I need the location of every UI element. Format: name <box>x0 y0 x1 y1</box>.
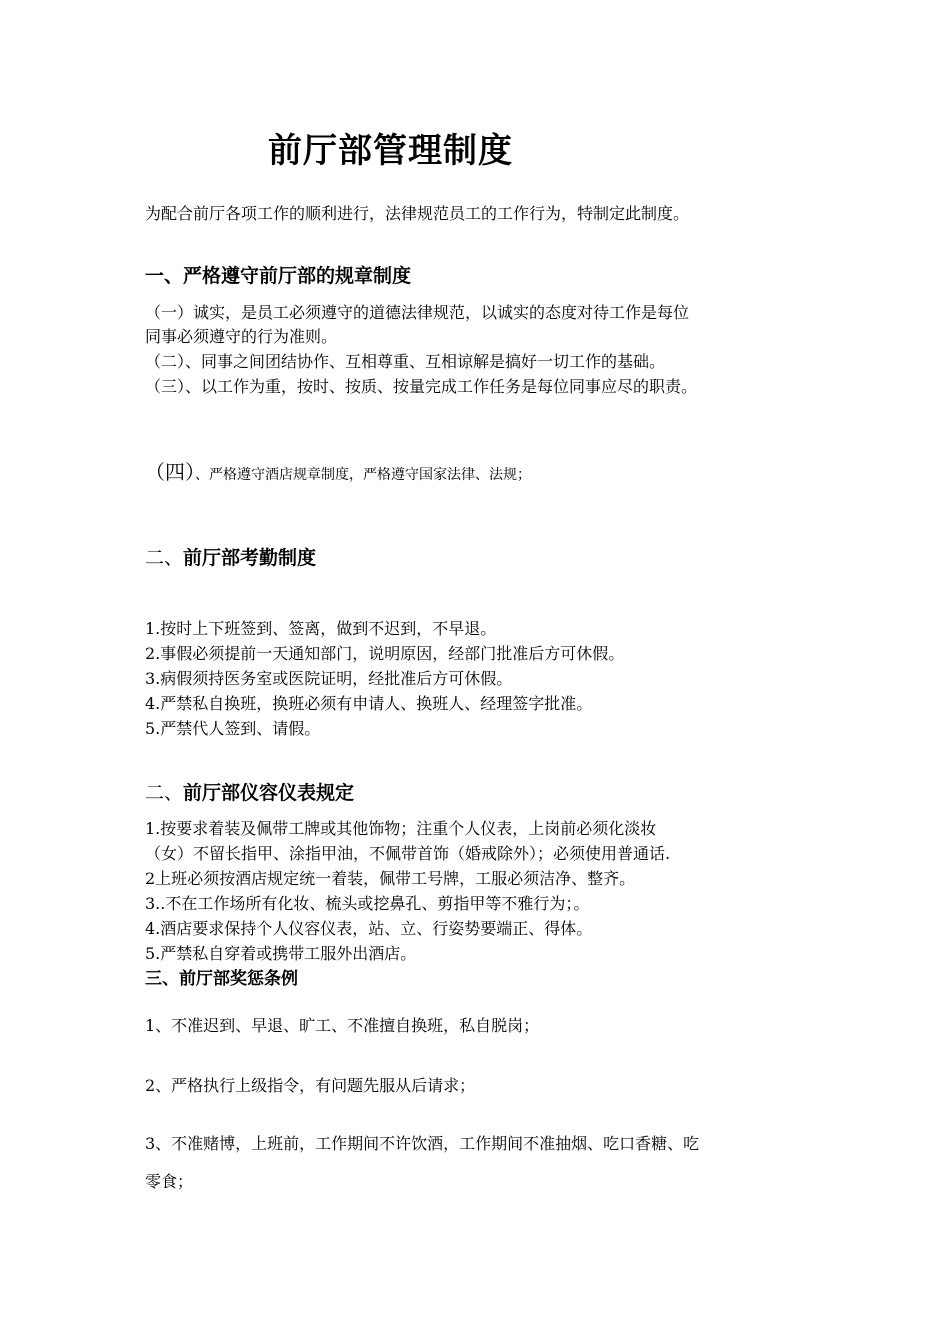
section1-item4-prefix: （四） <box>145 460 195 484</box>
section2-heading <box>145 544 316 572</box>
section1-line: 同事必须遵守的行为准则。 <box>145 327 338 346</box>
section4-item: 零食； <box>145 1172 194 1191</box>
intro-paragraph: 为配合前厅各项工作的顺利进行，法律规范员工的工作行为，特制定此制度。 <box>145 204 690 223</box>
section3-heading <box>145 779 354 807</box>
section3-item: （女）不留长指甲、涂指甲油，不佩带首饰（婚戒除外）；必须使用普通话. <box>145 844 671 863</box>
section1-heading: 一、严格遵守前厅部的规章制度 <box>145 265 412 287</box>
section2-item: 5.严禁代人签到、请假。 <box>145 719 321 738</box>
section1-line: （三）、以工作为重，按时、按质、按量完成工作任务是每位同事应尽的职责。 <box>145 377 698 396</box>
section1-item4-text: 、严格遵守酒店规章制度，严格遵守国家法律、法规； <box>195 467 531 483</box>
section4-item: 2、严格执行上级指令，有问题先服从后请求； <box>145 1076 476 1095</box>
section2-heading-prefix: 二、 <box>145 547 184 569</box>
page-title: 前厅部管理制度 <box>268 131 513 171</box>
section1-item4 <box>145 460 531 487</box>
section3-item: 1.按要求着装及佩带工牌或其他饰物；注重个人仪表，上岗前必须化淡妆 <box>145 819 657 838</box>
section4-item: 3、不准赌博，上班前，工作期间不许饮酒，工作期间不准抽烟、吃口香糖、吃 <box>145 1134 700 1153</box>
section3-heading-title: 前厅部仪容仪表规定 <box>183 782 355 804</box>
section2-item: 1.按时上下班签到、签离，做到不迟到，不早退。 <box>145 619 497 638</box>
section3-item: 5.严禁私自穿着或携带工服外出酒店。 <box>145 944 417 963</box>
section2-item: 3.病假须持医务室或医院证明，经批准后方可休假。 <box>145 669 513 688</box>
section3-item: 2上班必须按酒店规定统一着装，佩带工号牌，工服必须洁净、整齐。 <box>145 869 636 888</box>
section2-heading-title: 前厅部考勤制度 <box>183 547 317 569</box>
section4-item: 1、不准迟到、早退、旷工、不准擅自换班，私自脱岗； <box>145 1016 540 1035</box>
section2-item: 4.严禁私自换班，换班必须有申请人、换班人、经理签字批准。 <box>145 694 593 713</box>
section3-heading-prefix: 二、 <box>145 782 184 804</box>
section1-line: （二）、同事之间团结协作、互相尊重、互相谅解是搞好一切工作的基础。 <box>145 352 666 371</box>
section4-heading: 三、前厅部奖惩条例 <box>145 969 298 989</box>
section1-line: （一）诚实，是员工必须遵守的道德法律规范，以诚实的态度对待工作是每位 <box>145 303 690 322</box>
section3-item: 3..不在工作场所有化妆、梳头或挖鼻孔、剪指甲等不雅行为；。 <box>145 894 590 913</box>
section2-item: 2.事假必须提前一天通知部门，说明原因，经部门批准后方可休假。 <box>145 644 625 663</box>
section3-item: 4.酒店要求保持个人仪容仪表，站、立、行姿势要端正、得体。 <box>145 919 593 938</box>
